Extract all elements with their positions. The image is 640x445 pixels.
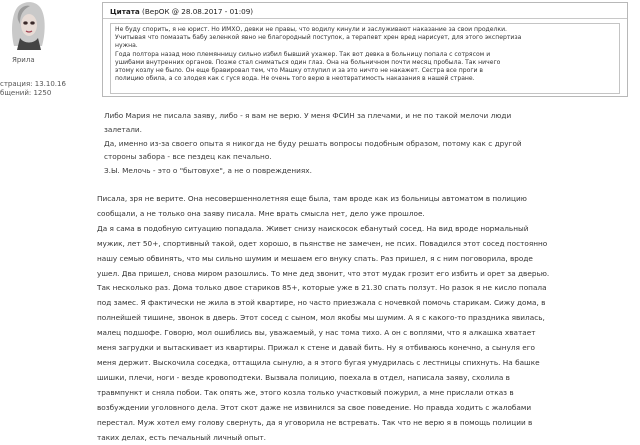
reply-line: залетали. — [104, 123, 629, 137]
post-line: меня загрудки и вытаскивает из квартиры. Прижал к стене и давай бить. Ну я отбиваюсь конечно, а сынуля его — [97, 341, 632, 356]
quoted-reply — [104, 109, 629, 178]
post-line: таких делах, есть печальный личный опыт. — [97, 431, 632, 445]
reply-line: З.Ы. Мелочь - это о "бытовухе", а не о повреждениях. — [104, 164, 629, 178]
user-messages: бщений: 1250 — [0, 89, 66, 98]
quote-meta[interactable]: (ВерОК @ 28.08.2017 - 01:09) — [142, 7, 253, 16]
quote-line: нужна. — [115, 42, 615, 50]
quote-label: Цитата — [110, 7, 140, 16]
post-line: полнейшей тишине, звонок в дверь. Этот сосед с сыном, мол якобы мы шумим. А я с какого-то праздника явилась, — [97, 311, 632, 326]
post-line: малец подшофе. Говорю, мол ошиблись вы, уважаемый, у нас тома тихо. А он с воплями, что я алкашка хватает — [97, 326, 632, 341]
post-line: возбуждении уголовного дела. Этот скот даже не извинился за свое поведение. Но правда ходить с жалобами — [97, 401, 632, 416]
post-body — [97, 192, 632, 445]
quote-line: полицию обила, а со злодея как с гуся вода. Не очень того верю в неотвратимость наказания в нашей стране. — [115, 75, 615, 83]
reply-line: Либо Мария не писала заяву, либо - я вам не верю. У меня ФСИН за плечами, и не по такой мелочи люди — [104, 109, 629, 123]
post-line: травмпункт и сняла побои. Так опять же, этого козла только участковый пожурил, а мне прислали отказ в — [97, 386, 632, 401]
reply-line: стороны забора - все пездец как печально. — [104, 150, 629, 164]
user-nickname[interactable]: Ярила — [12, 56, 35, 64]
post-line: сообщали, а не только она заяву писала. Мне врать смысла нет, дело уже прошлое. — [97, 207, 632, 222]
post-line: Да я сама в подобную ситуацию попадала. Живет снизу наискосок ебанутый сосед. На вид вроде нормальный — [97, 222, 632, 237]
post-line: перестал. Муж хотел ему голову свернуть, да я уговорила не встревать. Так что не верю я в помощь полиции в — [97, 416, 632, 431]
post-line: под замес. Я фактически не жила в этой квартире, но часто приезжала с ночевкой помочь старикам. Сижу дома, в — [97, 296, 632, 311]
post-line: меня держит. Выскочила соседка, оттащила сынулю, а я этого бугая умудрилась с лестницы спихнуть. На башке — [97, 356, 632, 371]
user-registration: страция: 13.10.16 — [0, 80, 66, 89]
post-line: Писала, зря не верите. Она несовершеннолетняя еще была, там вроде как из больницы автоматом в полицию — [97, 192, 632, 207]
user-avatar — [8, 0, 48, 50]
post-line: шишки, плечи, ноги - везде кровоподтеки. Вызвала полицию, поехала в отдел, написала заяву, схолила в — [97, 371, 632, 386]
post-line: ушел. Два пришел, снова миром разошлись. То мне дед звонит, что этот мудак грозит его избить и орет за дверью. — [97, 267, 632, 282]
quote-body — [110, 23, 620, 94]
post-line: нашу семью обвинять, что мы сильно шумим и мешаем его внуку спать. Раз пришел, я с ним поговорила, вроде — [97, 252, 632, 267]
quote-line: этому козлу не было. Он еще бравировал тем, что Машку отлупил и за это ничто не накажет. Сестра все проги в — [115, 67, 615, 75]
user-meta — [0, 80, 66, 98]
reply-line: Да, именно из-за своего опыта я никогда не буду решать вопросы подобным образом, потому как с другой — [104, 137, 629, 151]
post-line: мужик, лет 50+, спортивный такой, одет хорошо, в пьянстве не замечен, не псих. Повадился этот сосед постоянно — [97, 237, 632, 252]
quote-box — [102, 2, 628, 97]
quote-header — [103, 3, 627, 19]
quote-line: ушибами внутренних органов. Позже стал сниматься один глаз. Она на больничном почти месяц пробыла. Так ничего — [115, 59, 615, 67]
post-line: Так несколько раз. Дома только двое стариков 85+, которые уже в 21.30 спать ползут. Но разок я не кисло попала — [97, 281, 632, 296]
quote-line: Не буду спорить, я не юрист. Но ИМХО, девки не правы, что водилу кинули и заслуживают наказание за свои проделки. — [115, 26, 615, 34]
quote-line: Года полтора назад мою племянницу сильно избил бывший ухажер. Так вот девка в больницу попала с сотрясом и — [115, 51, 615, 59]
quote-line: Учитывая что помазать бабу зеленкой явно не благородный поступок, а терапевт хрен вред нарисует, для этого экспертиза — [115, 34, 615, 42]
